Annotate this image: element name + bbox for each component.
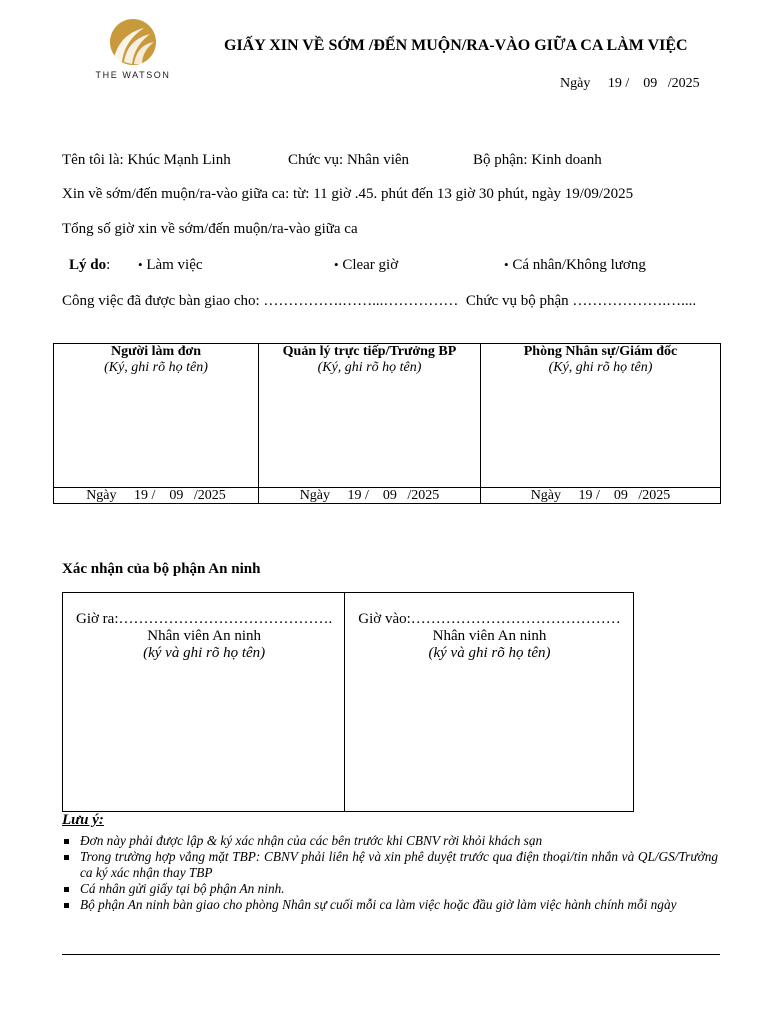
security-section-title: Xác nhận của bộ phận An ninh <box>62 561 261 577</box>
logo-emblem-icon <box>92 18 174 68</box>
bullet-icon: • <box>504 257 509 272</box>
security-sign-hint: (ký và ghi rõ họ tên) <box>428 645 551 661</box>
list-item: Bộ phận An ninh bàn giao cho phòng Nhân sự cuối mỗi ca làm việc hoặc đầu giờ làm việc hành chính mỗi ngày <box>62 897 718 913</box>
reason-option-personal: • Cá nhân/Không lương <box>504 257 646 273</box>
time-in-field: Giờ vào:…………………………………… <box>358 611 621 627</box>
list-item: Đơn này phải được lập & ký xác nhận của các bên trước khi CBNV rời khỏi khách sạn <box>62 833 718 849</box>
signature-date: Ngày 19 / 09 /2025 <box>54 488 259 504</box>
position-line: Chức vụ: Nhân viên <box>288 152 410 168</box>
security-sign-hint: (ký và ghi rõ họ tên) <box>143 645 266 661</box>
footer-divider <box>62 954 720 955</box>
logo-brand-text: THE WATSON <box>95 70 171 80</box>
bullet-icon: • <box>334 257 339 272</box>
security-role: Nhân viên An ninh <box>147 628 261 644</box>
reason-row <box>62 257 722 277</box>
name-line: Tên tôi là: Khúc Mạnh Linh <box>62 152 231 168</box>
signature-subtitle: (Ký, ghi rõ họ tên) <box>548 360 653 375</box>
time-out-field: Giờ ra:……………………………………. <box>76 611 333 627</box>
company-logo <box>92 18 174 84</box>
signature-cell-applicant <box>54 344 259 488</box>
time-line: Xin về sớm/đến muộn/ra-vào giữa ca: từ: 11 giờ .45. phút đến 13 giờ 30 phút, ngày 19/09/2025 <box>62 186 634 202</box>
notes-title: Lưu ý: <box>62 812 104 828</box>
signature-title: Quản lý trực tiếp/Trưởng BP <box>282 344 457 359</box>
signature-subtitle: (Ký, ghi rõ họ tên) <box>104 360 208 375</box>
signature-title: Phòng Nhân sự/Giám đốc <box>523 344 678 359</box>
list-item: Trong trường hợp vắng mặt TBP: CBNV phải liên hệ và xin phê duyệt trước qua điện thoại/tin nhắn và QL/GS/Trưởng ca ký xác nhận thay TBP <box>62 849 718 881</box>
signature-cell-hr <box>481 344 721 488</box>
signature-cell-manager <box>259 344 481 488</box>
handover-line: Công việc đã được bàn giao cho: …………….……...…………… Chức vụ bộ phận ……………….….... <box>62 293 697 309</box>
header-date: Ngày 19 / 09 /2025 <box>560 76 700 91</box>
reason-label: Lý do: <box>69 257 111 273</box>
security-out-cell <box>63 593 345 812</box>
reason-option-clear-hours: • Clear giờ <box>334 257 399 273</box>
security-role: Nhân viên An ninh <box>432 628 547 644</box>
signature-title: Người làm đơn <box>110 344 202 359</box>
bullet-icon: • <box>138 257 143 272</box>
total-hours-line: Tổng số giờ xin về sớm/đến muộn/ra-vào giữa ca <box>62 221 358 237</box>
signature-table <box>53 343 721 504</box>
notes-list <box>62 833 718 913</box>
reason-option-work: • Làm việc <box>138 257 203 273</box>
security-in-cell <box>345 593 634 812</box>
signature-date: Ngày 19 / 09 /2025 <box>481 488 721 504</box>
security-table <box>62 592 634 812</box>
signature-subtitle: (Ký, ghi rõ họ tên) <box>317 360 422 375</box>
department-line: Bộ phận: Kinh doanh <box>473 152 602 168</box>
list-item: Cá nhân gửi giấy tại bộ phận An ninh. <box>62 881 718 897</box>
page-title: GIẤY XIN VỀ SỚM /ĐẾN MUỘN/RA-VÀO GIỮA CA LÀM VIỆC <box>224 37 688 54</box>
signature-date: Ngày 19 / 09 /2025 <box>259 488 481 504</box>
